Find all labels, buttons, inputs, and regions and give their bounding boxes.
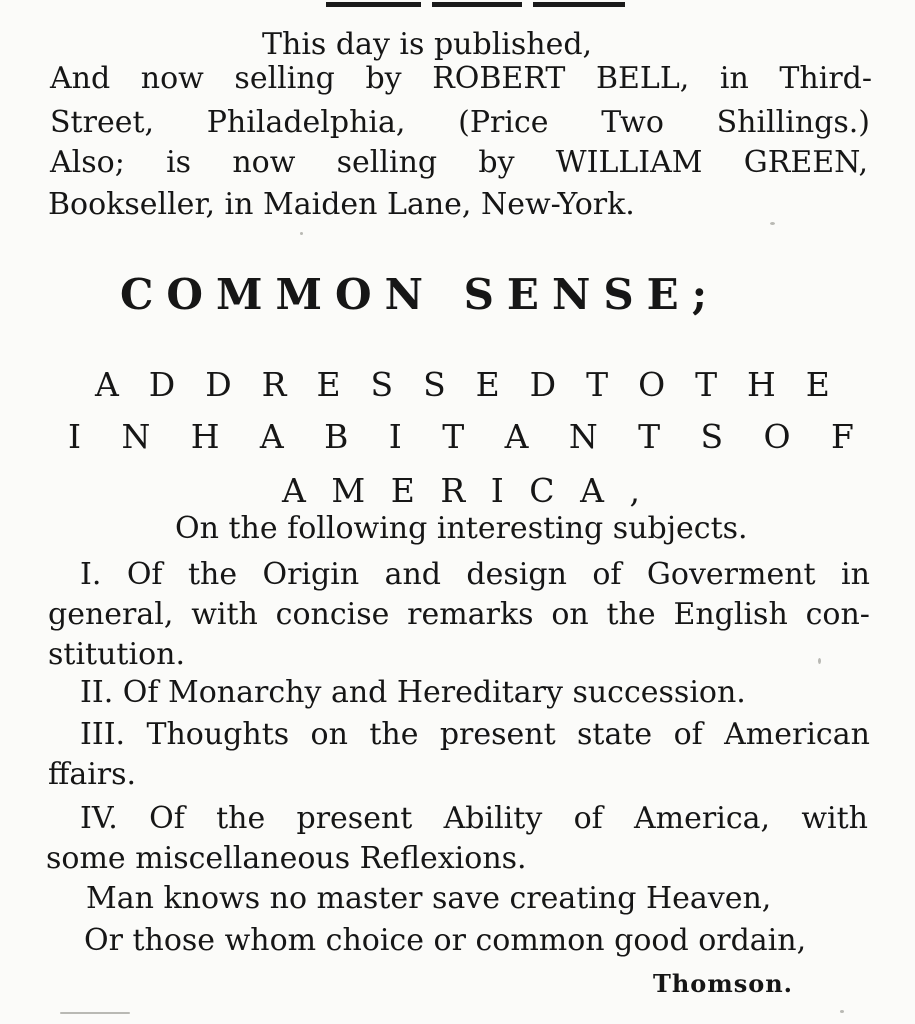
word: with: [191, 597, 258, 632]
word: GREEN,: [743, 145, 868, 180]
subjects-heading: On the following interesting subjects.: [175, 511, 748, 546]
word: remarks: [407, 597, 534, 632]
word: con-: [805, 597, 870, 632]
word: present: [439, 717, 556, 752]
subtitle-addressed: [95, 365, 830, 404]
subject-one-end: stitution.: [48, 637, 185, 672]
word: R: [440, 471, 466, 510]
word: present: [296, 801, 413, 836]
word: I: [68, 417, 82, 456]
word: Street,: [50, 105, 155, 140]
word: N: [568, 417, 598, 456]
word: selling: [336, 145, 438, 180]
word: now: [232, 145, 296, 180]
word: in: [841, 557, 870, 592]
seller-line-philadelphia: [50, 61, 872, 96]
bookseller-address: Bookseller, in Maiden Lane, New-York.: [48, 187, 635, 222]
print-speck: [770, 222, 775, 225]
seller-line-new-york: [50, 145, 868, 180]
word: I.: [80, 557, 102, 592]
word: now: [140, 61, 204, 96]
word: BELL,: [595, 61, 690, 96]
pamphlet-title: COMMON SENSE;: [120, 270, 721, 319]
word: English: [673, 597, 788, 632]
word: B: [324, 417, 349, 456]
word: T: [442, 417, 465, 456]
subject-four: [80, 801, 868, 836]
word: design: [466, 557, 567, 592]
word: I: [490, 471, 504, 510]
word: Shillings.): [716, 105, 870, 140]
epigraph-line-two: Or those whom choice or common good ordain,: [84, 923, 807, 958]
subject-three-end: ffairs.: [48, 757, 137, 792]
word: the: [216, 801, 266, 836]
subject-three: [80, 717, 870, 752]
word: on: [310, 717, 348, 752]
word: D: [529, 365, 557, 404]
word: the: [369, 717, 419, 752]
top-rule-left: [326, 2, 421, 7]
word: Philadelphia,: [206, 105, 406, 140]
word: C: [529, 471, 555, 510]
word: state: [577, 717, 653, 752]
word: O: [638, 365, 666, 404]
word: by: [365, 61, 402, 96]
word: Goverment: [646, 557, 816, 592]
word: Third-: [779, 61, 872, 96]
word: S: [423, 365, 446, 404]
subject-two: II. Of Monarchy and Hereditary succession.: [80, 675, 746, 710]
word: H: [190, 417, 220, 456]
word: (Price: [458, 105, 549, 140]
word: in: [719, 61, 749, 96]
epigraph-attribution: Thomson.: [653, 969, 794, 998]
word: with: [801, 801, 868, 836]
word: Of: [126, 557, 163, 592]
word: I: [388, 417, 402, 456]
subtitle-america: [282, 471, 640, 510]
word: Thoughts: [146, 717, 290, 752]
top-rule-center: [432, 2, 522, 7]
subject-one-continued: [48, 597, 870, 632]
word: Two: [601, 105, 664, 140]
word: E: [475, 365, 500, 404]
word: T: [586, 365, 609, 404]
word: III.: [80, 717, 126, 752]
word: T: [638, 417, 661, 456]
word: America,: [634, 801, 771, 836]
word: A: [282, 471, 306, 510]
word: of: [673, 717, 703, 752]
word: M: [331, 471, 366, 510]
print-speck: [60, 1012, 130, 1014]
word: And: [50, 61, 111, 96]
word: Ability: [443, 801, 543, 836]
word: S: [700, 417, 724, 456]
subtitle-inhabitants: [68, 417, 854, 456]
word: D: [148, 365, 176, 404]
print-speck: [840, 1010, 844, 1013]
word: E: [316, 365, 341, 404]
word: A: [259, 417, 284, 456]
word: F: [830, 417, 854, 456]
word: R: [261, 365, 287, 404]
subject-one: [80, 557, 870, 592]
word: of: [573, 801, 603, 836]
word: ROBERT: [432, 61, 566, 96]
word: general,: [48, 597, 174, 632]
word: H: [747, 365, 776, 404]
word: N: [121, 417, 151, 456]
print-speck: [818, 658, 821, 664]
word: Also;: [50, 145, 125, 180]
word: is: [166, 145, 192, 180]
word: ,: [629, 471, 640, 510]
word: D: [205, 365, 232, 404]
word: and: [384, 557, 441, 592]
word: on: [551, 597, 589, 632]
word: concise: [275, 597, 390, 632]
publication-notice: This day is published,: [262, 27, 593, 62]
word: A: [95, 365, 119, 404]
word: the: [187, 557, 238, 592]
word: by: [478, 145, 515, 180]
word: the: [606, 597, 656, 632]
word: T: [695, 365, 718, 404]
price-line: [50, 105, 870, 140]
word: Of: [149, 801, 185, 836]
word: E: [805, 365, 830, 404]
word: American: [724, 717, 870, 752]
word: IV.: [80, 801, 118, 836]
word: of: [592, 557, 622, 592]
word: E: [390, 471, 415, 510]
top-rule-right: [533, 2, 625, 7]
word: S: [370, 365, 394, 404]
word: WILLIAM: [555, 145, 703, 180]
word: selling: [234, 61, 335, 96]
word: Origin: [262, 557, 360, 592]
print-speck: [300, 232, 303, 235]
epigraph-line-one: Man knows no master save creating Heaven,: [86, 881, 772, 916]
subject-four-end: some miscellaneous Reflexions.: [46, 841, 527, 876]
word: A: [580, 471, 604, 510]
word: A: [504, 417, 529, 456]
word: O: [763, 417, 791, 456]
